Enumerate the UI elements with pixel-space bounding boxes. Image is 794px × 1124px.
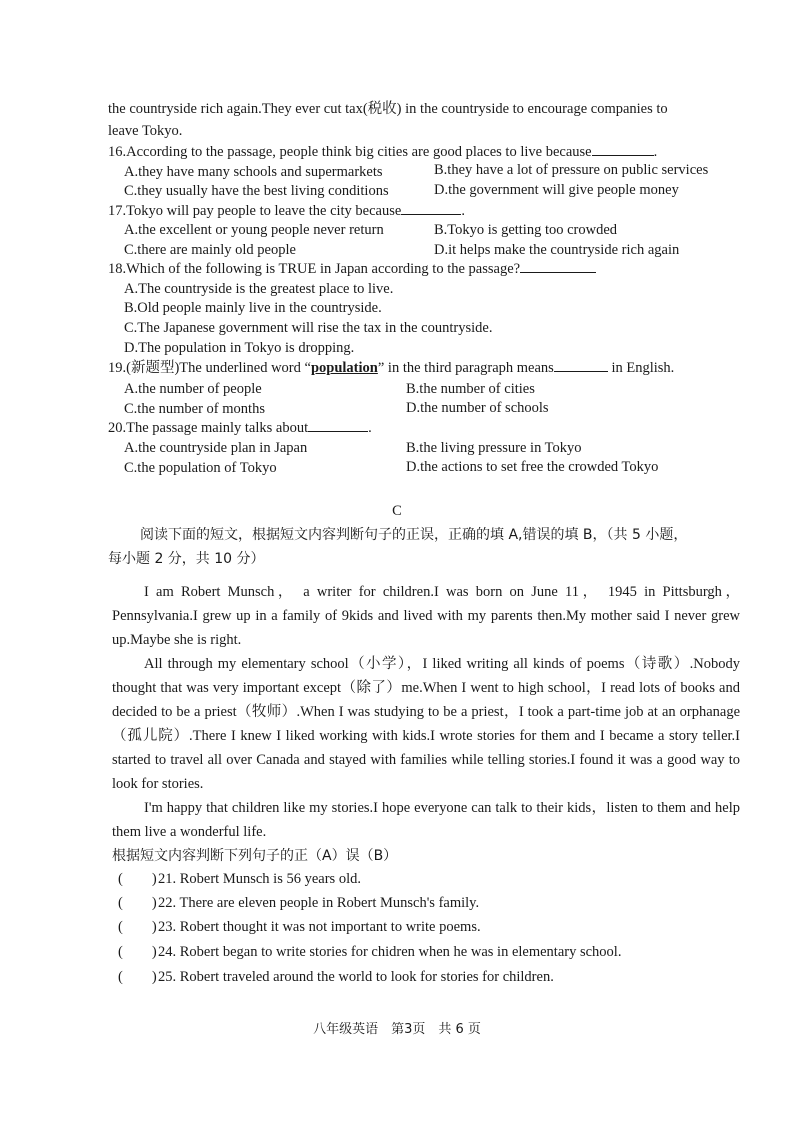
question-18-option-c: C.The Japanese government will rise the tax in the countryside. bbox=[124, 320, 493, 336]
page-footer: 八年级英语 第3页 共 6 页 bbox=[313, 1022, 481, 1037]
statement-text: 22. There are eleven people in Robert Munsch's family. bbox=[158, 895, 480, 911]
passage-paragraph-2 bbox=[112, 652, 740, 796]
answer-blank bbox=[592, 143, 654, 156]
answer-paren[interactable]: ( ) bbox=[118, 944, 157, 960]
question-stem-mid: ” in the third paragraph means bbox=[377, 360, 554, 376]
question-19-option-d: D.the number of schools bbox=[406, 400, 549, 416]
answer-blank bbox=[401, 202, 461, 215]
question-19-option-c: C.the number of months bbox=[124, 401, 265, 417]
answer-paren[interactable]: ( ) bbox=[118, 969, 157, 985]
question-stem-text: 17.Tokyo will pay people to leave the city because bbox=[108, 203, 402, 219]
question-stem-text: 19.(新题型)The underlined word “ bbox=[108, 360, 311, 376]
section-c-heading: C bbox=[392, 503, 402, 519]
question-19-option-a: A.the number of people bbox=[124, 381, 262, 397]
statement-21 bbox=[118, 870, 361, 888]
section-c-instruction-2: 每小题 2 分，共 10 分） bbox=[108, 551, 265, 567]
statement-text: 24. Robert began to write stories for chidren when he was in elementary school. bbox=[158, 944, 622, 960]
stem-end: . bbox=[461, 203, 465, 219]
question-16-option-a: A.they have many schools and supermarkets bbox=[124, 164, 383, 180]
question-18-option-b: B.Old people mainly live in the countryside. bbox=[124, 300, 382, 316]
question-18-option-d: D.The population in Tokyo is dropping. bbox=[124, 340, 355, 356]
question-16-option-d: D.the government will give people money bbox=[434, 182, 679, 198]
question-16-option-c: C.they usually have the best living conditions bbox=[124, 183, 389, 199]
question-17-option-b: B.Tokyo is getting too crowded bbox=[434, 222, 618, 238]
question-20-option-c: C.the population of Tokyo bbox=[124, 460, 277, 476]
question-20-option-b: B.the living pressure in Tokyo bbox=[406, 440, 582, 456]
passage-paragraph-3 bbox=[112, 796, 740, 844]
statement-text: 23. Robert thought it was not important to write poems. bbox=[158, 919, 481, 935]
question-19-stem bbox=[108, 359, 674, 377]
intro-line-2: leave Tokyo. bbox=[108, 123, 183, 139]
question-stem-text: 18.Which of the following is TRUE in Japan according to the passage? bbox=[108, 261, 521, 277]
stem-end: in English. bbox=[607, 360, 675, 376]
answer-blank bbox=[554, 359, 608, 372]
question-17-option-d: D.it helps make the countryside rich again bbox=[434, 242, 680, 258]
question-18-option-a: A.The countryside is the greatest place to live. bbox=[124, 281, 394, 297]
intro-line-1: the countryside rich again.They ever cut tax(税收) in the countryside to encourage companies to bbox=[108, 101, 668, 117]
question-17-stem bbox=[108, 202, 465, 220]
statement-22 bbox=[118, 894, 479, 912]
statement-text: 21. Robert Munsch is 56 years old. bbox=[158, 871, 361, 887]
question-stem-text: 20.The passage mainly talks about bbox=[108, 420, 309, 436]
judge-title: 根据短文内容判断下列句子的正（A）误（B） bbox=[112, 848, 398, 864]
answer-blank bbox=[308, 419, 368, 432]
statement-24 bbox=[118, 943, 621, 961]
question-16-stem bbox=[108, 143, 657, 161]
underlined-word: population bbox=[310, 360, 378, 376]
answer-paren[interactable]: ( ) bbox=[118, 895, 157, 911]
question-20-option-d: D.the actions to set free the crowded Tokyo bbox=[406, 459, 659, 475]
statement-text: 25. Robert traveled around the world to look for stories for children. bbox=[158, 969, 554, 985]
question-19-option-b: B.the number of cities bbox=[406, 381, 535, 397]
stem-end: . bbox=[653, 144, 658, 160]
passage-paragraph-1 bbox=[112, 580, 740, 652]
answer-paren[interactable]: ( ) bbox=[118, 919, 157, 935]
section-c-instruction-1: 阅读下面的短文，根据短文内容判断句子的正误，正确的填 A,错误的填 B，（共 5 小题， bbox=[140, 527, 688, 543]
question-20-stem bbox=[108, 419, 372, 437]
question-17-option-c: C.there are mainly old people bbox=[124, 242, 296, 258]
question-18-stem bbox=[108, 260, 596, 278]
question-stem-text: 16.According to the passage, people think big cities are good places to live because bbox=[108, 144, 592, 160]
question-17-option-a: A.the excellent or young people never return bbox=[124, 222, 384, 238]
question-16-option-b: B.they have a lot of pressure on public services bbox=[434, 162, 709, 178]
statement-23 bbox=[118, 918, 481, 936]
question-20-option-a: A.the countryside plan in Japan bbox=[124, 440, 308, 456]
paragraph-text: All through my elementary school（小学），I liked writing all kinds of poems（诗歌）.Nobody thought that was very important except（除了）me.When I went to high school，I read lots of books and decided to be a priest（牧师）.When I was studying to be a priest，I took a part-time job at an orphanage（孤儿院）.There I knew I liked working with kids.I wrote stories for them and I became a story teller.I started to travel all over Canada and stayed with families while telling stories.I found it was a good way to look for stories. bbox=[112, 656, 740, 792]
paragraph-text: I am Robert Munsch， a writer for children.I was born on June 11， 1945 in Pittsburgh，Pennsylvania.I grew up in a family of 9kids and lived with my parents then.My mother said I never grew up.Maybe she is right. bbox=[112, 584, 740, 648]
answer-blank bbox=[520, 260, 596, 273]
statement-25 bbox=[118, 968, 554, 986]
stem-end: . bbox=[368, 420, 372, 436]
answer-paren[interactable]: ( ) bbox=[118, 871, 157, 887]
paragraph-text: I'm happy that children like my stories.I hope everyone can talk to their kids，listen to them and help them live a wonderful life. bbox=[112, 800, 740, 840]
